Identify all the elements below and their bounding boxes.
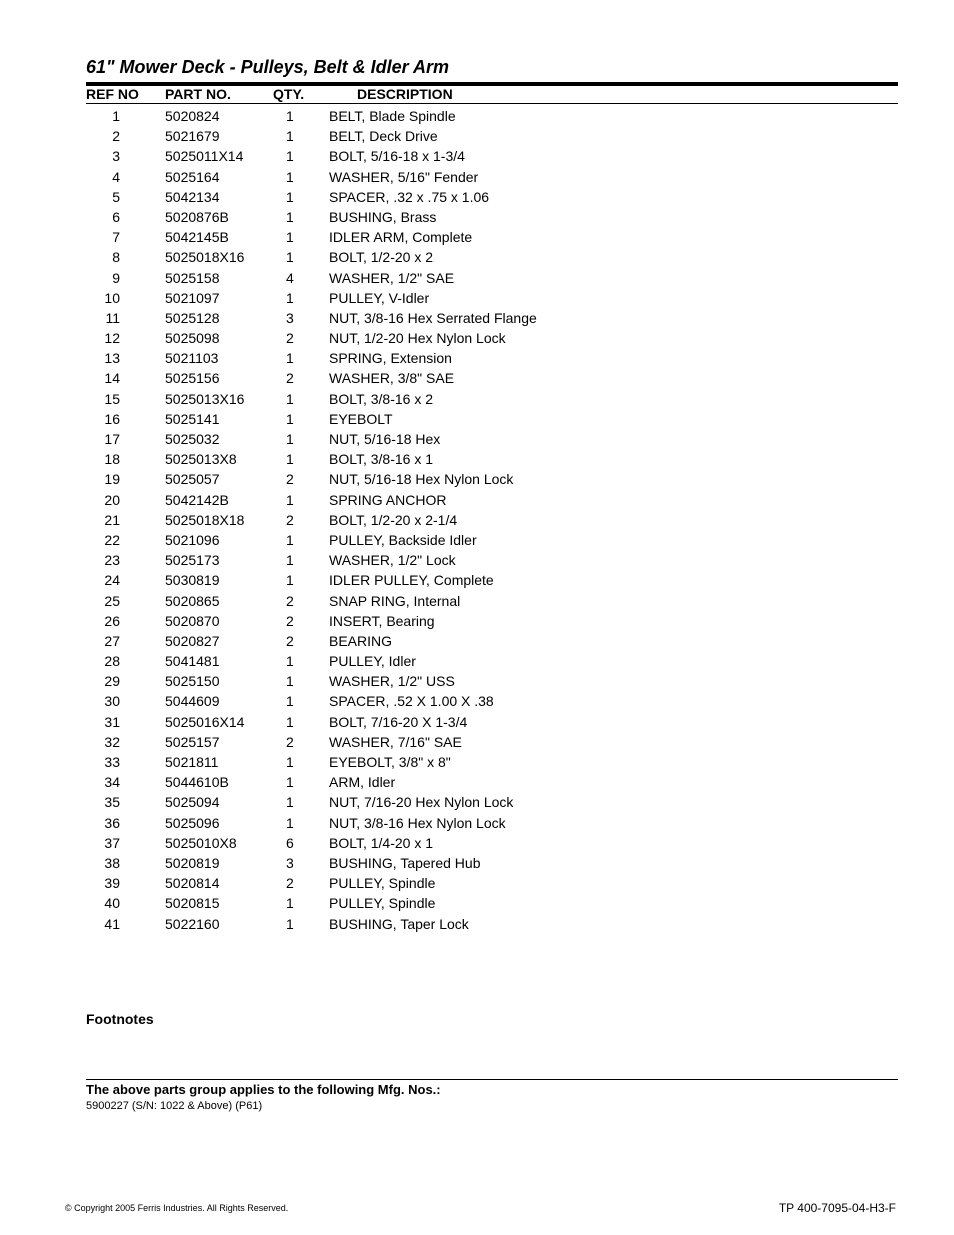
part-no-cell: 5025128 [165,309,220,326]
table-row [0,510,954,530]
table-row [0,550,954,570]
qty-cell: 1 [286,410,294,427]
part-no-cell: 5021679 [165,128,220,145]
col-description: DESCRIPTION [357,86,453,102]
qty-cell: 1 [286,531,294,548]
ref-no-cell: 16 [104,410,120,427]
description-cell: WASHER, 3/8" SAE [329,370,455,387]
ref-no-cell: 20 [104,491,120,508]
table-row [0,631,954,651]
ref-no-cell: 27 [104,632,120,649]
ref-no-cell: 7 [112,229,120,246]
qty-cell: 1 [286,653,294,670]
table-row [0,308,954,328]
qty-cell: 1 [286,552,294,569]
part-no-cell: 5025032 [165,431,220,447]
ref-no-cell: 35 [104,794,120,811]
copyright-notice: © Copyright 2005 Ferris Industries. All Rights Reserved. [65,1203,289,1213]
qty-cell: 2 [286,370,294,387]
part-no-cell: 5025098 [165,330,220,347]
header-rule [86,103,898,104]
qty-cell: 1 [286,390,294,407]
qty-cell: 1 [286,895,294,912]
description-cell: NUT, 3/8-16 Hex Serrated Flange [329,309,537,326]
table-row [0,893,954,913]
description-cell: BELT, Deck Drive [329,128,438,145]
part-no-cell: 5021096 [165,531,220,548]
description-cell: WASHER, 1/2" Lock [329,552,456,569]
description-cell: NUT, 1/2-20 Hex Nylon Lock [329,330,506,347]
ref-no-cell: 26 [104,612,120,629]
table-row [0,187,954,207]
description-cell: PULLEY, Spindle [329,875,436,892]
part-no-cell: 5020824 [165,108,220,124]
col-ref-no: REF NO [86,86,139,102]
table-row [0,732,954,752]
ref-no-cell: 18 [104,451,120,468]
ref-no-cell: 9 [112,269,120,286]
part-no-cell: 5042142B [165,491,229,508]
ref-no-cell: 11 [105,309,120,326]
qty-cell: 2 [286,511,294,528]
part-no-cell: 5025156 [165,370,220,387]
part-no-cell: 5022160 [165,915,220,932]
part-no-cell: 5020815 [165,895,220,912]
qty-cell: 1 [286,713,294,730]
part-no-cell: 5025150 [165,673,220,690]
ref-no-cell: 29 [104,673,120,690]
mfg-rule [86,1079,898,1080]
ref-no-cell: 32 [104,733,120,750]
description-cell: PULLEY, Idler [329,653,416,670]
table-row [0,469,954,489]
description-cell: BOLT, 1/2-20 x 2 [329,249,434,266]
table-row [0,611,954,631]
qty-cell: 1 [286,208,294,225]
table-row [0,772,954,792]
table-row [0,348,954,368]
qty-cell: 2 [286,592,294,609]
ref-no-cell: 10 [104,289,120,306]
part-no-cell: 5030819 [165,572,220,589]
qty-cell: 2 [286,632,294,649]
part-no-cell: 5025018X18 [165,511,245,528]
part-no-cell: 5025164 [165,168,220,185]
part-no-cell: 5025057 [165,471,220,488]
description-cell: SPRING ANCHOR [329,491,447,508]
table-row [0,268,954,288]
description-cell: WASHER, 1/2" USS [329,673,455,690]
ref-no-cell: 2 [112,128,120,145]
description-cell: EYEBOLT, 3/8" x 8" [329,754,451,770]
table-row [0,914,954,934]
ref-no-cell: 28 [104,653,120,670]
qty-cell: 1 [286,754,294,770]
ref-no-cell: 40 [104,895,120,912]
qty-cell: 2 [286,875,294,892]
qty-cell: 1 [286,673,294,690]
page-title: 61" Mower Deck - Pulleys, Belt & Idler Arm [86,57,449,77]
qty-cell: 2 [286,733,294,750]
part-no-cell: 5020814 [165,875,220,892]
ref-no-cell: 37 [104,834,120,851]
part-no-cell: 5025016X14 [165,713,245,730]
description-cell: BUSHING, Tapered Hub [329,854,481,871]
description-cell: BOLT, 3/8-16 x 2 [329,390,434,407]
qty-cell: 3 [286,854,294,871]
table-row [0,227,954,247]
ref-no-cell: 14 [104,370,120,387]
ref-no-cell: 17 [104,431,120,447]
table-row [0,813,954,833]
qty-cell: 6 [286,834,294,851]
qty-cell: 1 [286,249,294,266]
qty-cell: 1 [286,229,294,246]
ref-no-cell: 34 [104,774,120,791]
description-cell: NUT, 3/8-16 Hex Nylon Lock [329,814,506,831]
ref-no-cell: 38 [104,854,120,871]
qty-cell: 2 [286,330,294,347]
description-cell: NUT, 7/16-20 Hex Nylon Lock [329,794,514,811]
table-row [0,409,954,429]
part-no-cell: 5025013X8 [165,451,237,468]
ref-no-cell: 4 [112,168,120,185]
part-no-cell: 5025010X8 [165,834,237,851]
ref-no-cell: 23 [104,552,120,569]
description-cell: WASHER, 7/16" SAE [329,733,462,750]
part-no-cell: 5044609 [165,693,220,710]
part-no-cell: 5044610B [165,774,229,791]
ref-no-cell: 21 [104,511,120,528]
qty-cell: 1 [286,774,294,791]
parts-table [0,106,954,934]
qty-cell: 1 [286,148,294,165]
part-no-cell: 5041481 [165,653,220,670]
table-row [0,167,954,187]
table-row [0,691,954,711]
table-header [0,86,954,104]
table-row [0,530,954,550]
description-cell: BELT, Blade Spindle [329,108,456,124]
ref-no-cell: 24 [104,572,120,589]
ref-no-cell: 39 [104,875,120,892]
table-row [0,651,954,671]
part-no-cell: 5025018X16 [165,249,245,266]
table-row [0,712,954,732]
description-cell: NUT, 5/16-18 Hex [329,431,441,447]
table-row [0,490,954,510]
part-no-cell: 5025173 [165,552,220,569]
part-no-cell: 5042145B [165,229,229,246]
table-row [0,368,954,388]
ref-no-cell: 15 [104,390,120,407]
description-cell: WASHER, 1/2" SAE [329,269,455,286]
part-no-cell: 5025158 [165,269,220,286]
description-cell: EYEBOLT [329,410,393,427]
ref-no-cell: 33 [104,754,120,770]
description-cell: PULLEY, V-Idler [329,289,430,306]
description-cell: PULLEY, Backside Idler [329,531,477,548]
table-row [0,146,954,166]
part-no-cell: 5020827 [165,632,220,649]
qty-cell: 3 [286,309,294,326]
ref-no-cell: 6 [112,208,120,225]
qty-cell: 1 [286,693,294,710]
qty-cell: 1 [286,289,294,306]
part-no-cell: 5042134 [165,188,220,205]
part-no-cell: 5025011X14 [165,148,244,165]
ref-no-cell: 36 [104,814,120,831]
qty-cell: 2 [286,471,294,488]
ref-no-cell: 19 [104,471,120,488]
part-no-cell: 5020865 [165,592,220,609]
table-row [0,873,954,893]
table-row [0,106,954,126]
col-qty: QTY. [273,86,305,102]
table-row [0,449,954,469]
ref-no-cell: 30 [104,693,120,710]
description-cell: BUSHING, Brass [329,208,437,225]
qty-cell: 1 [286,491,294,508]
description-cell: SNAP RING, Internal [329,592,461,609]
qty-cell: 2 [286,612,294,629]
description-cell: NUT, 5/16-18 Hex Nylon Lock [329,471,514,488]
table-row [0,429,954,449]
mfg-heading: The above parts group applies to the following Mfg. Nos.: [86,1082,441,1097]
ref-no-cell: 31 [104,713,120,730]
qty-cell: 1 [286,350,294,367]
part-no-cell: 5021097 [165,289,220,306]
part-no-cell: 5025141 [165,410,220,427]
ref-no-cell: 1 [112,108,120,124]
ref-no-cell: 13 [104,350,120,367]
description-cell: SPRING, Extension [329,350,452,367]
qty-cell: 1 [286,188,294,205]
ref-no-cell: 5 [112,188,120,205]
col-part-no: PART NO. [165,86,231,102]
description-cell: IDLER PULLEY, Complete [329,572,494,589]
qty-cell: 1 [286,814,294,831]
part-no-cell: 5025096 [165,814,220,831]
part-no-cell: 5025157 [165,733,220,750]
table-row [0,207,954,227]
description-cell: ARM, Idler [329,774,396,791]
footnotes-heading: Footnotes [86,1011,154,1027]
table-row [0,792,954,812]
description-cell: WASHER, 5/16" Fender [329,168,479,185]
description-cell: BOLT, 5/16-18 x 1-3/4 [329,148,465,165]
description-cell: BUSHING, Taper Lock [329,915,469,932]
qty-cell: 1 [286,572,294,589]
table-row [0,288,954,308]
description-cell: BEARING [329,632,393,649]
qty-cell: 1 [286,128,294,145]
part-no-cell: 5025013X16 [165,390,245,407]
table-row [0,752,954,772]
description-cell: SPACER, .32 x .75 x 1.06 [329,188,490,205]
part-no-cell: 5020870 [165,612,220,629]
qty-cell: 1 [286,168,294,185]
part-no-cell: 5021103 [165,350,219,367]
table-row [0,328,954,348]
description-cell: SPACER, .52 X 1.00 X .38 [329,693,494,710]
part-no-cell: 5020876B [165,208,229,225]
qty-cell: 1 [286,451,294,468]
description-cell: BOLT, 1/4-20 x 1 [329,834,434,851]
ref-no-cell: 22 [104,531,120,548]
ref-no-cell: 8 [112,249,120,266]
table-row [0,671,954,691]
qty-cell: 4 [286,269,294,286]
qty-cell: 1 [286,431,294,447]
description-cell: BOLT, 1/2-20 x 2-1/4 [329,511,458,528]
qty-cell: 1 [286,108,294,124]
part-no-cell: 5021811 [165,754,219,770]
document-number: TP 400-7095-04-H3-F [778,1201,896,1215]
part-no-cell: 5020819 [165,854,220,871]
description-cell: PULLEY, Spindle [329,895,436,912]
description-cell: BOLT, 3/8-16 x 1 [329,451,434,468]
description-cell: BOLT, 7/16-20 X 1-3/4 [329,713,468,730]
ref-no-cell: 12 [104,330,120,347]
mfg-numbers: 5900227 (S/N: 1022 & Above) (P61) [86,1100,263,1112]
table-row [0,833,954,853]
table-row [0,591,954,611]
qty-cell: 1 [286,915,294,932]
table-row [0,389,954,409]
table-row [0,126,954,146]
table-row [0,247,954,267]
table-row [0,570,954,590]
ref-no-cell: 25 [104,592,120,609]
description-cell: INSERT, Bearing [329,612,435,629]
ref-no-cell: 3 [112,148,120,165]
description-cell: IDLER ARM, Complete [329,229,473,246]
ref-no-cell: 41 [104,915,120,932]
part-no-cell: 5025094 [165,794,220,811]
table-row [0,853,954,873]
qty-cell: 1 [286,794,294,811]
